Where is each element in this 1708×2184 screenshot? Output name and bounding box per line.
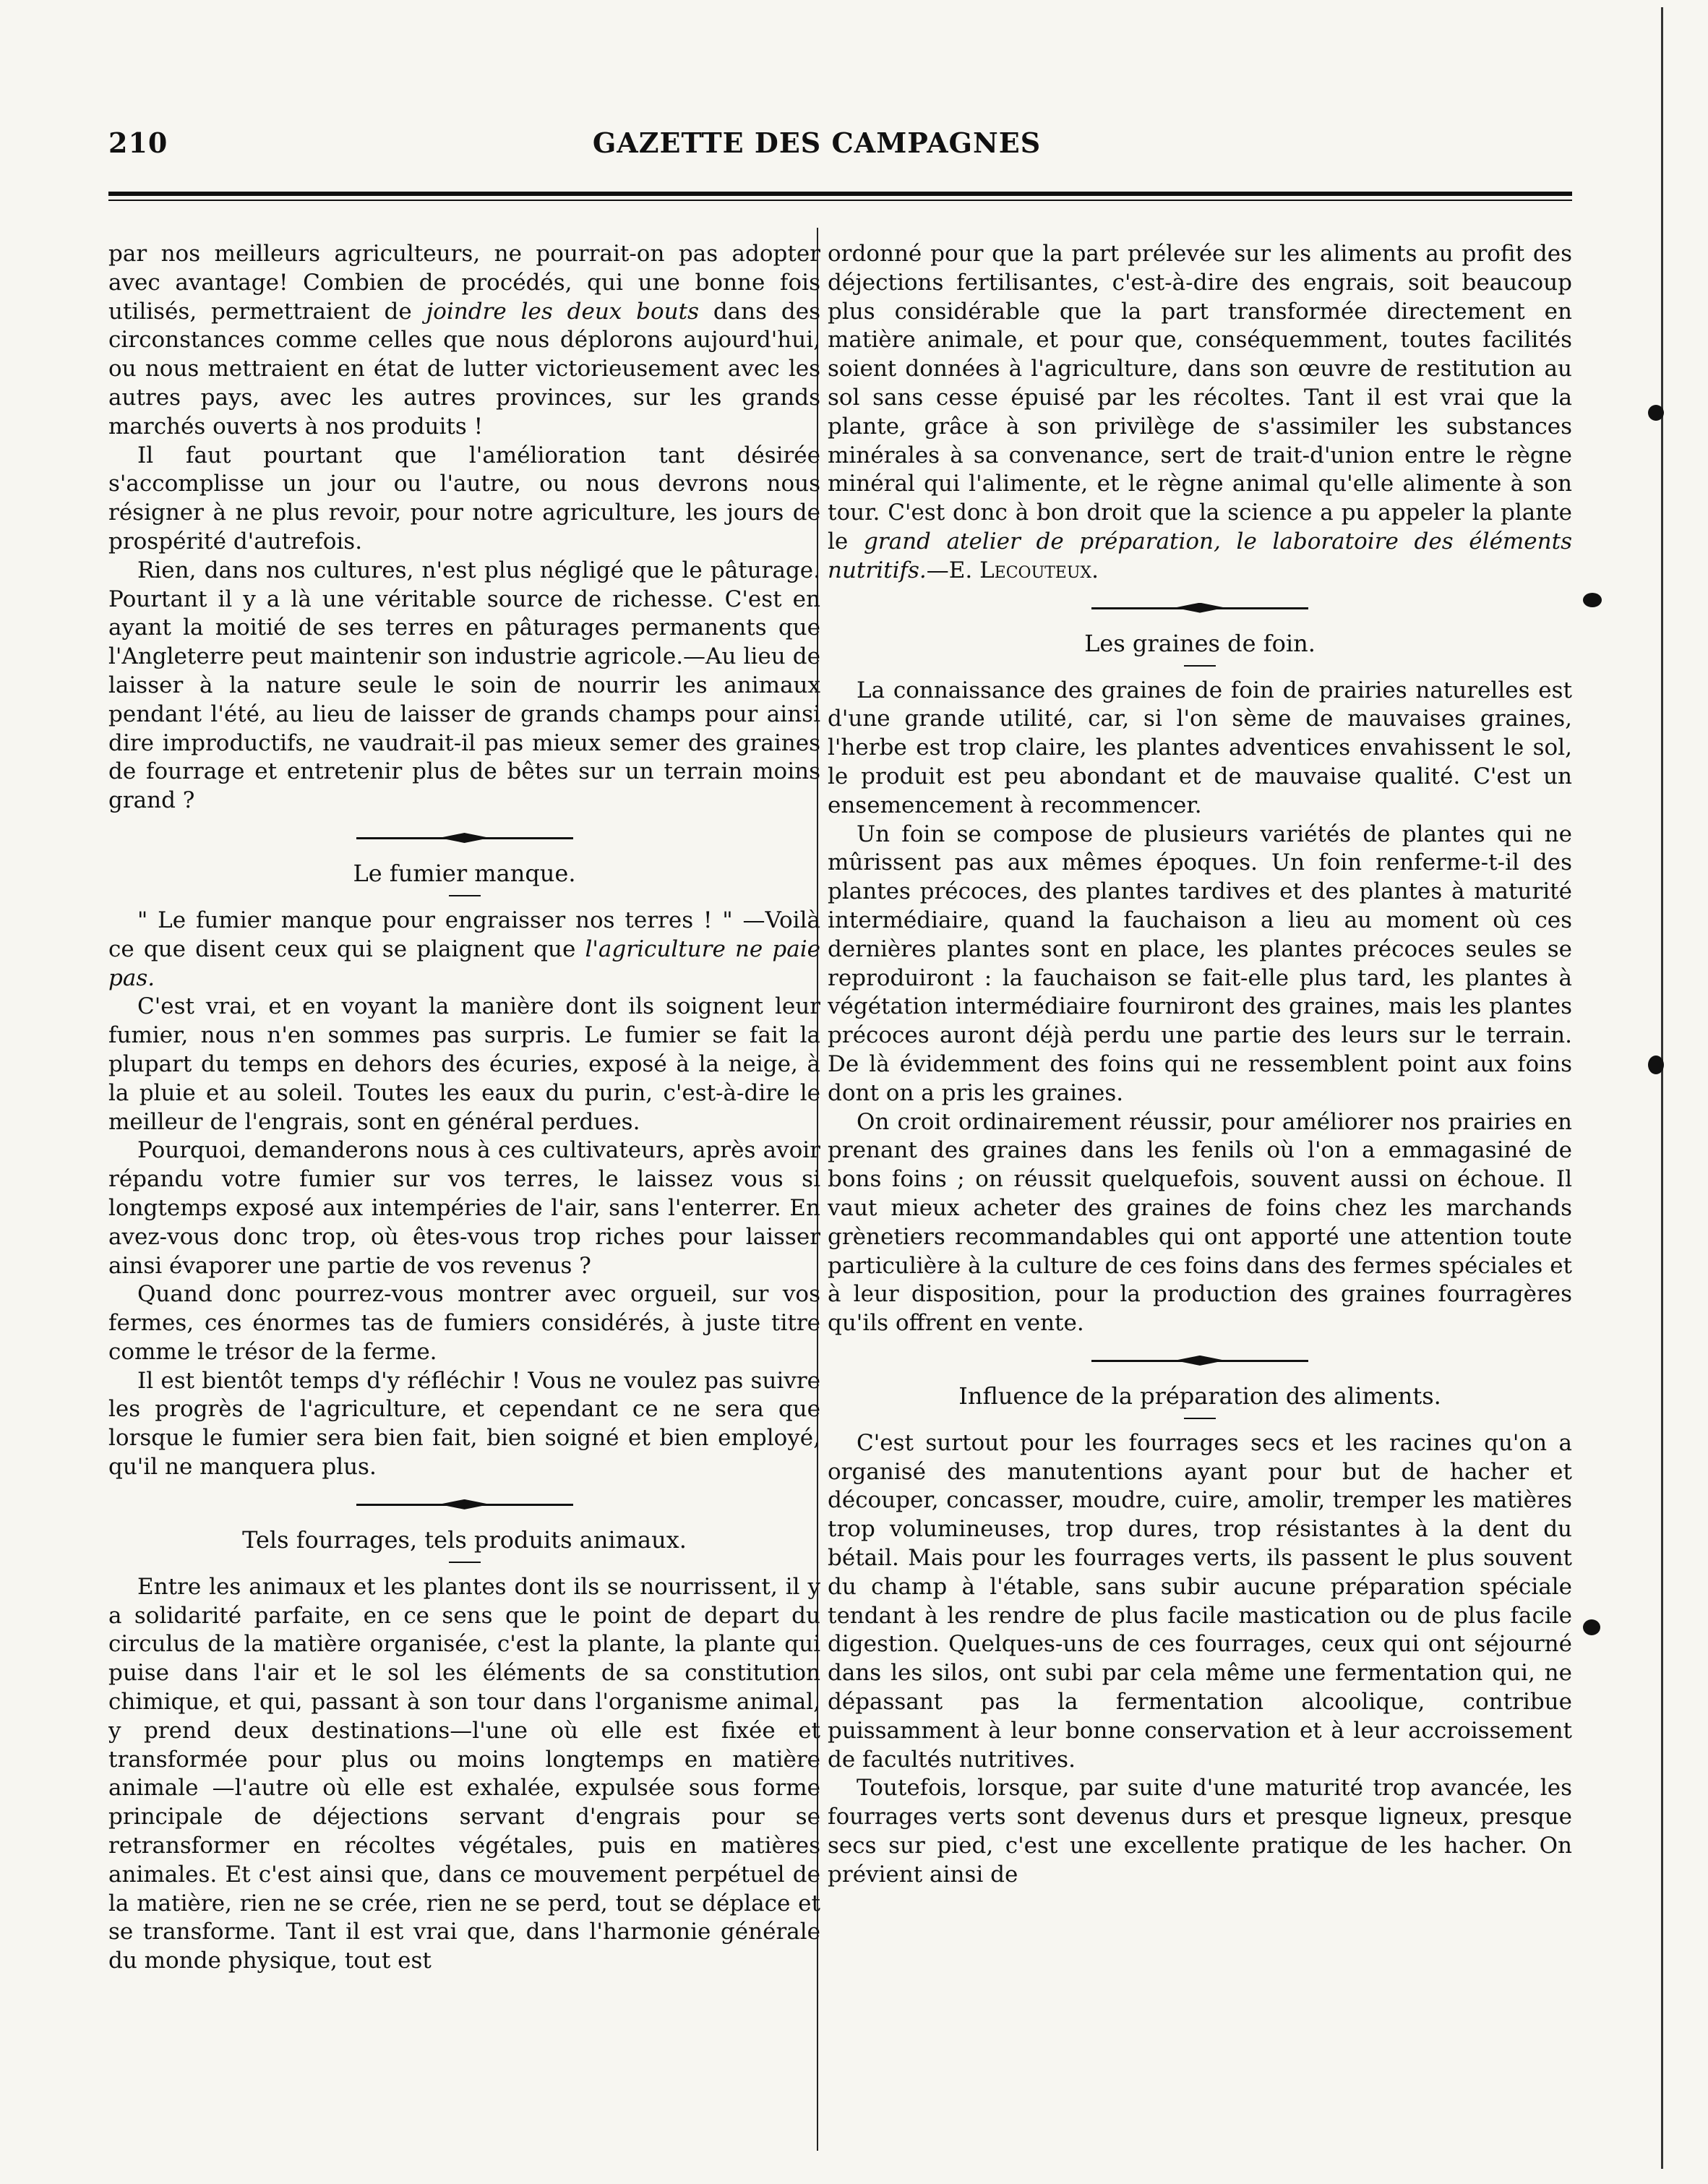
paragraph: Un foin se compose de plusieurs variétés de plantes qui ne mûrissent pas aux mêmes époques. Un foin renferme-t-il des plantes précoces, des plantes tardives et des plantes à maturité intermédiaire, quand la fauchaison a lieu au moment où ces dernières plantes sont en place, les plantes précoces seules se reproduiront : la fauchaison se fait-elle plus tard, les plantes à végétation intermédiaire fourniront des graines, mais les plantes précoces auront déjà perdu une partie des leurs sur le terrain. De là évidemment des foins qui ne ressemblent point aux foins dont on a pris les graines. [828, 821, 1572, 1106]
binding-edge-line [1661, 7, 1663, 2169]
paragraph: Quand donc pourrez-vous montrer avec orgueil, sur vos fermes, ces énormes tas de fumiers considérés, à juste titre comme le trésor de la ferme. [108, 1281, 820, 1365]
paragraph: Toutefois, lorsque, par suite d'une maturité trop avancée, les fourrages verts sont devenus durs et presque ligneux, presque secs sur pied, c'est une excellente pratique de les hacher. On prévient ainsi de [828, 1775, 1572, 1888]
article-separator [1091, 1354, 1308, 1367]
paragraph: La connaissance des graines de foin de prairies naturelles est d'une grande utilité, car, si l'on sème de mauvaises graines, l'herbe est trop claire, les plantes adventices envahissent le sol, le produit est peu abondant et de mauvaise qualité. C'est un ensemencement à recommencer. [828, 677, 1572, 818]
title-dash [449, 895, 481, 896]
paragraph: Il est bientôt temps d'y réfléchir ! Vous ne voulez pas suivre les progrès de l'agriculture, et cependant ce ne sera que lorsque le fumier sera bien fait, bien soigné et bien employé, qu'il ne manquera plus. [108, 1367, 820, 1481]
article-title-graines: Les graines de foin. [1084, 629, 1316, 657]
paragraph: C'est surtout pour les fourrages secs et les racines qu'on a organisé des manutentions ayant pour but de hacher et découper, concasser, moudre, cuire, amolir, tremper les matières trop volumineuses, trop dures, trop résistantes à la dent du bétail. Mais pour les fourrages verts, ils passent le plus souvent du champ à l'étable, sans subir aucune préparation spéciale tendant à les rendre de plus facile mastication ou de plus facile digestion. Quelques-uns de ces fourrages, ceux qui ont séjourné dans les silos, ont subi par cela même une fermentation qui, ne dépassant pas la fermentation alcoolique, contribue puissamment à leur bonne conservation et à leur accroissement de facultés nutritives. [828, 1429, 1572, 1773]
journal-title: GAZETTE DES CAMPAGNES [592, 127, 1042, 159]
title-dash [1184, 665, 1216, 667]
paragraph: On croit ordinairement réussir, pour améliorer nos prairies en prenant des graines dans les fenils où l'on a emmagasiné de bons foins ; on réussit quelquefois, souvent aussi on échoue. Il vaut mieux acheter des graines de foins chez les marchands grènetiers recommandables qui ont apporté une attention toute particulière à la culture de ces foins dans des fermes spéciales et à leur disposition, pour la production des graines fourragères qu'ils offrent en vente. [828, 1108, 1572, 1337]
paragraph: par nos meilleurs agriculteurs, ne pourrait-on pas adopter avec avantage! Combien de procédés, qui une bonne fois utilisés, permettraient de joindre les deux bouts dans des circonstances comme celles que nous déplorons aujourd'hui, ou nous mettraient en état de lutter victorieusement avec les autres pays, avec les autres provinces, sur les grands marchés ouverts à nos produits ! [108, 241, 820, 440]
left-column [108, 240, 820, 2156]
right-column [828, 240, 1572, 2156]
binding-mark [1648, 405, 1664, 421]
article-title-fumier: Le fumier manque. [353, 859, 576, 887]
paragraph: C'est vrai, et en voyant la manière dont ils soignent leur fumier, nous n'en sommes pas surpris. Le fumier se fait la plupart du temps en dehors des écuries, exposé à la neige, à la pluie et au soleil. Toutes les eaux du purin, c'est-à-dire le meilleur de l'engrais, sont en général perdues. [108, 993, 820, 1135]
article-separator [356, 1498, 573, 1511]
page-number: 210 [108, 127, 168, 159]
binding-mark [1648, 1055, 1664, 1074]
paragraph: Pourquoi, demanderons nous à ces cultivateurs, après avoir répandu votre fumier sur vos terres, le laissez vous si longtemps exposé aux intempéries de l'air, sans l'enterrer. En avez-vous donc trop, où êtes-vous trop riches pour laisser ainsi évaporer une partie de vos revenus ? [108, 1137, 820, 1279]
paragraph: Rien, dans nos cultures, n'est plus négligé que le pâturage. Pourtant il y a là une véritable source de richesse. C'est en ayant la moitié de ses terres en pâturages permanents que l'Angleterre peut maintenir son industrie agricole.—Au lieu de laisser à la nature seule le soin de nourrir les animaux pendant l'été, au lieu de laisser de grands champs pour ainsi dire improductifs, ne vaudrait-il pas mieux semer des graines de fourrage et entretenir plus de bêtes sur un terrain moins grand ? [108, 557, 820, 814]
article-separator [356, 831, 573, 844]
header-rule-thick [108, 192, 1572, 196]
paragraph: Il faut pourtant que l'amélioration tant désirée s'accomplisse un jour ou l'autre, ou nous devrons nous résigner à ne plus revoir, pour notre agriculture, les jours de prospérité d'autrefois. [108, 442, 820, 554]
article-title-influence: Influence de la préparation des aliments. [958, 1382, 1441, 1410]
article-separator [1091, 601, 1308, 614]
author-signature: Lecouteux. [979, 557, 1099, 583]
binding-mark [1583, 593, 1602, 607]
title-dash [1184, 1418, 1216, 1419]
binding-mark [1583, 1619, 1600, 1635]
page-header [108, 127, 1525, 170]
article-title-fourrages: Tels fourrages, tels produits animaux. [242, 1525, 687, 1554]
paragraph: " Le fumier manque pour engraisser nos terres ! " —Voilà ce que disent ceux qui se plaignent que l'agriculture ne paie pas. [108, 907, 820, 991]
header-rule-thin [108, 200, 1572, 201]
paragraph: ordonné pour que la part prélevée sur les aliments au profit des déjections fertilisantes, c'est-à-dire des engrais, soit beaucoup plus considérable que la part transformée directement en matière animale, et pour que, conséquemment, toutes facilités soient données à l'agriculture, dans son œuvre de restitution au sol sans cesse épuisé par les récoltes. Tant il est vrai que la plante, grâce à son privilège de s'assimiler les substances minérales à sa convenance, sert de trait-d'union entre le règne minéral qui l'alimente, et le règne animal qu'elle alimente à son tour. C'est donc à bon droit que la science a pu appeler la plante le grand atelier de préparation, le laboratoire des éléments nutritifs.—E. Lecouteux. [828, 241, 1572, 583]
paragraph: Entre les animaux et les plantes dont ils se nourrissent, il y a solidarité parfaite, en ce sens que le point de depart du circulus de la matière organisée, c'est la plante, la plante qui puise dans l'air et le sol les éléments de sa constitution chimique, et qui, passant à son tour dans l'organisme animal, y prend deux destinations—l'une où elle est fixée et transformée pour plus ou moins longtemps en matière animale —l'autre où elle est exhalée, expulsée sous forme principale de déjections servant d'engrais pour se retransformer en récoltes végétales, puis en matières animales. Et c'est ainsi que, dans ce mouvement perpétuel de la matière, rien ne se crée, rien ne se perd, tout se déplace et se transforme. Tant il est vrai que, dans l'harmonie générale du monde physique, tout est [108, 1573, 820, 1974]
title-dash [449, 1562, 481, 1563]
